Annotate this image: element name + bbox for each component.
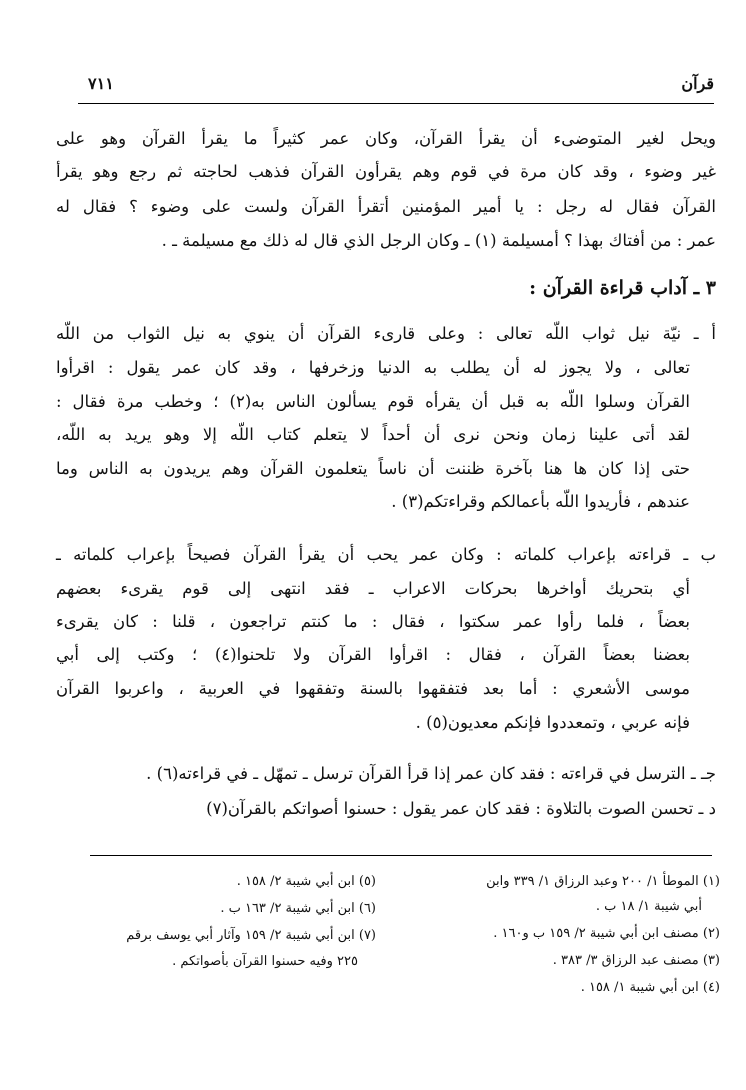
- footnote-6: (٦) ابن أبي شيبة ٢/ ١٦٣ ب .: [220, 901, 376, 916]
- footnote-4: (٤) ابن أبي شيبة ١/ ١٥٨ .: [580, 980, 720, 995]
- intro-line-3: القرآن فقال له رجل : يا أمير المؤمنين أتقرأ القرآن ولست على وضوء ؟ فقال له: [56, 197, 716, 216]
- footnote-rule: [90, 855, 712, 856]
- section-a-line-2: تعالى ، ولا يجوز له أن يطلب به الدنيا وزخرفها ، وقد كان عمر يقول : اقرأوا: [56, 358, 690, 377]
- section-b-line-3: بعضاً ، فلما رأوا عمر سكتوا ، فقال : ما كنتم تراجعون ، قلنا : كان يقرىء: [56, 612, 690, 631]
- running-title: قرآن: [681, 74, 714, 93]
- section-b-line-2: أي بتحريك أواخرها بحركات الاعراب ـ فقد انتهى إلى قوم يقرىء بعضهم: [56, 579, 690, 598]
- section-a-line-4: لقد أتى علينا زمان ونحن نرى أن أحداً لا يتعلم كتاب اللّه إلا وهو يريد به اللّه،: [56, 425, 690, 444]
- footnote-2: (٢) مصنف ابن أبي شيبة ٢/ ١٥٩ ب و١٦٠ .: [493, 926, 720, 941]
- section-a-line-3: القرآن وسلوا اللّه به قبل أن يقرأه قوم يسألون الناس به(٢) ؛ وخطب مرة فقال :: [56, 392, 690, 411]
- section-a-line-1: أ ـ نيّة نيل ثواب اللّه تعالى : وعلى قارىء القرآن أن ينوي به نيل الثواب من اللّه: [56, 324, 716, 343]
- page-number: ٧١١: [88, 74, 114, 93]
- intro-line-2: غير وضوء ، وقد كان مرة في قوم وهم يقرأون القرآن فذهب لحاجته ثم رجع وهو يقرأ: [56, 162, 716, 181]
- footnote-5: (٥) ابن أبي شيبة ٢/ ١٥٨ .: [236, 874, 376, 889]
- footnote-3: (٣) مصنف عبد الرزاق ٣/ ٣٨٣ .: [552, 953, 720, 968]
- intro-line-4: عمر : من أفتاك بهذا ؟ أمسيلمة (١) ـ وكان الرجل الذي قال له ذلك مع مسيلمة ـ .: [161, 231, 716, 250]
- section-b-line-4: بعضنا بعضاً القرآن ، فقال : اقرأوا القرآن ولا تلحنوا(٤) ؛ وكتب إلى أبي: [56, 645, 690, 664]
- section-b-line-6: فإنه عربي ، وتمعددوا فإنكم معديون(٥) .: [415, 713, 690, 732]
- footnote-7: (٧) ابن أبي شيبة ٢/ ١٥٩ وآثار أبي يوسف برقم: [126, 928, 376, 943]
- footnote-7-cont: ٢٢٥ وفيه حسنوا القرآن بأصواتكم .: [172, 954, 358, 969]
- section-a-line-5: حتى إذا كان ها هنا بآخرة ظننت أن ناساً يتعلمون القرآن وهم يريدون به الناس وما: [56, 459, 690, 478]
- footnote-1-cont: أبي شيبة ١/ ١٨ ب .: [595, 899, 702, 914]
- intro-line-1: ويحل لغير المتوضىء أن يقرأ القرآن، وكان عمر كثيراً ما يقرأ القرآن وهو على: [56, 129, 716, 148]
- section-b-line-5: موسى الأشعري : أما بعد فتفقهوا بالسنة وتفقهوا في العربية ، واعربوا القرآن: [56, 679, 690, 698]
- header-rule: [78, 103, 714, 104]
- footnote-1: (١) الموطأ ١/ ٢٠٠ وعبد الرزاق ١/ ٣٣٩ وابن: [486, 874, 720, 889]
- running-header: [78, 66, 714, 96]
- section-a-line-6: عندهم ، فأريدوا اللّه بأعمالكم وقراءتكم(٣) .: [391, 492, 690, 511]
- section-d-line: د ـ تحسن الصوت بالتلاوة : فقد كان عمر يقول : حسنوا أصواتكم بالقرآن(٧): [206, 799, 716, 818]
- section-c-line: جـ ـ الترسل في قراءته : فقد كان عمر إذا قرأ القرآن ترسل ـ تمهّل ـ في قراءته(٦) .: [146, 764, 716, 783]
- section-b-line-1: ب ـ قراءته بإعراب كلماته : وكان عمر يحب أن يقرأ القرآن فصيحاً بإعراب كلماته ـ: [56, 545, 716, 564]
- section-heading: ٣ ـ آداب قراءة القرآن :: [529, 277, 716, 299]
